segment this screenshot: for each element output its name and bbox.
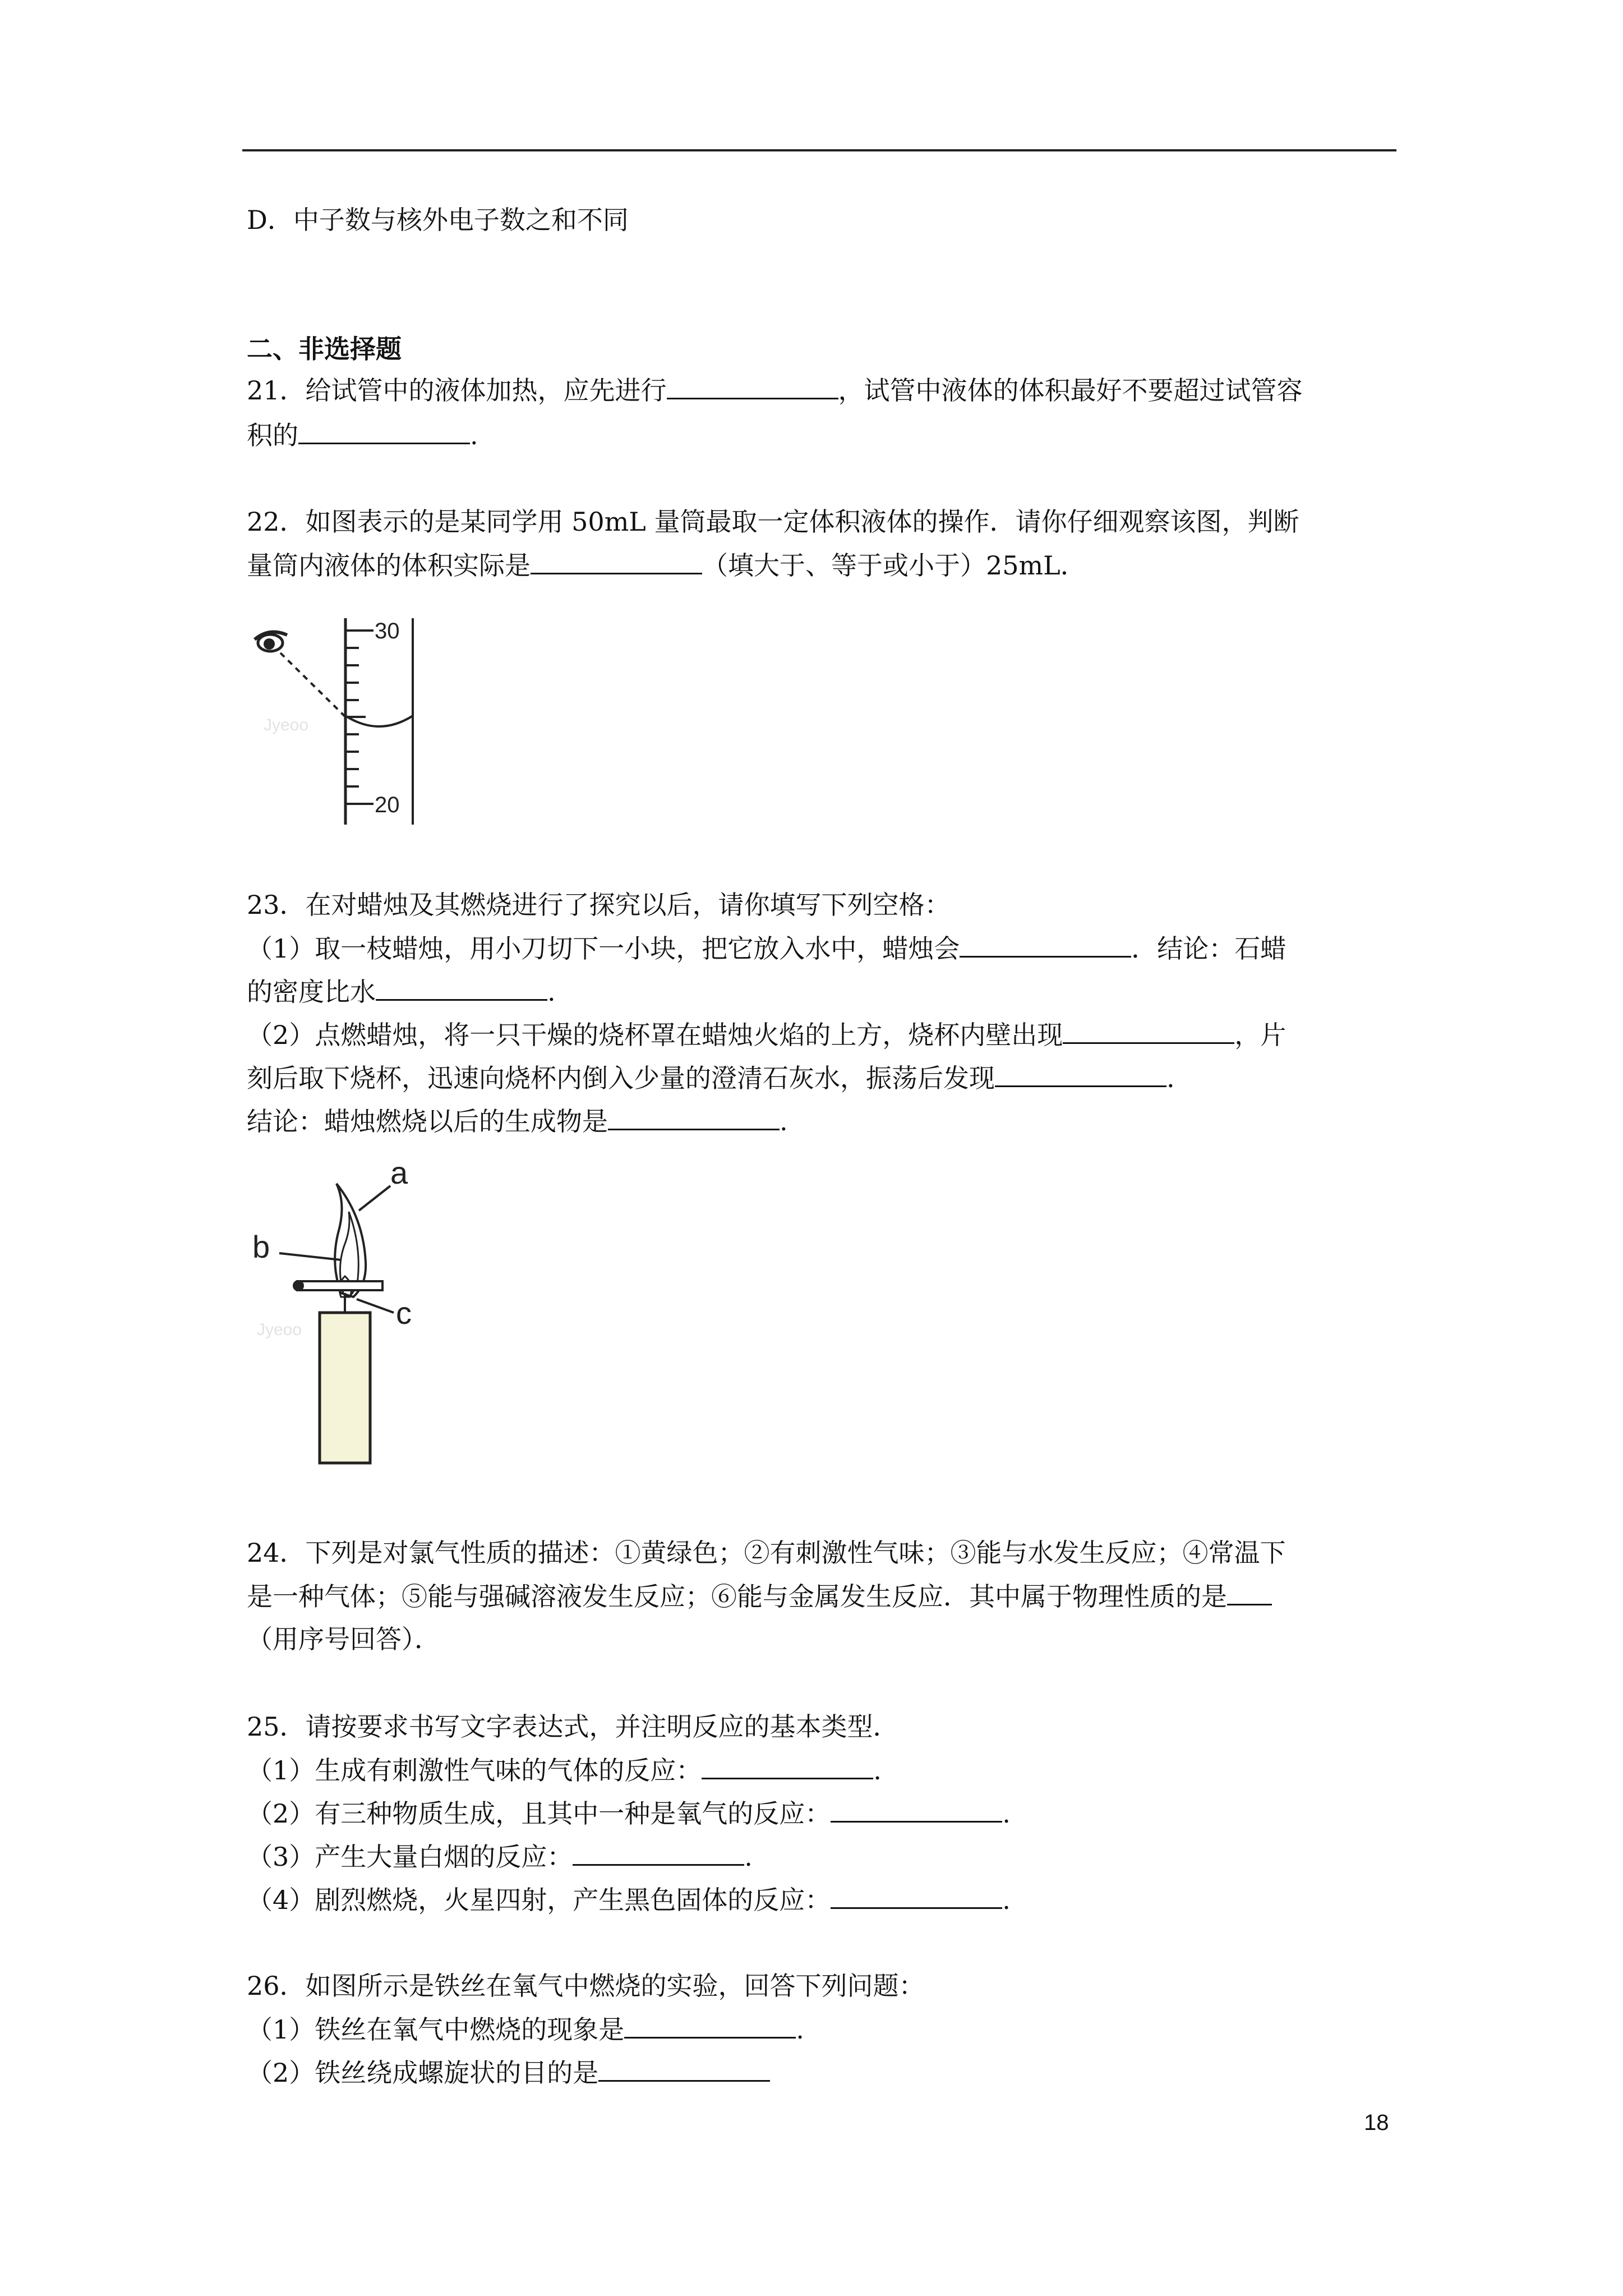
q23-conclusion	[247, 1104, 788, 1138]
q22-text-2: （填大于、等于或小于）25mL．	[702, 550, 1086, 581]
q21-end: .	[470, 420, 478, 450]
pointer-c	[357, 1299, 394, 1313]
q25-item3	[247, 1839, 753, 1874]
candle-body	[320, 1313, 370, 1463]
watermark: Jyeoo	[264, 716, 309, 734]
q26-end-1: .	[796, 2014, 804, 2045]
q23-end-1: .	[547, 977, 556, 1007]
q23-end-2: .	[1166, 1063, 1175, 1093]
q21-line2	[247, 418, 478, 452]
q25-item4	[247, 1883, 1011, 1917]
section-title: 二、非选择题	[247, 334, 402, 364]
q23-line1: 23．在对蜡烛及其燃烧进行了探究以后，请你填写下列空格：	[247, 890, 951, 920]
option-d: D．中子数与核外电子数之和不同	[247, 205, 629, 235]
q21-line1	[247, 373, 1303, 407]
q23-blank-5[interactable]	[608, 1104, 780, 1130]
tick-label-bottom: 20	[375, 793, 400, 817]
q24-line2	[247, 1579, 1272, 1613]
q24-line1: 24．下列是对氯气性质的描述：①黄绿色；②有刺激性气味；③能与水发生反应；④常温下	[247, 1538, 1286, 1568]
q23-text-6: 刻后取下烧杯，迅速向烧杯内倒入少量的澄清石灰水，振荡后发现	[247, 1063, 995, 1093]
q23-text-4: （2）点燃蜡烛，将一只干燥的烧杯罩在蜡烛火焰的上方，烧杯内壁出现	[247, 1020, 1063, 1050]
q23-text-1: （1）取一枝蜡烛，用小刀切下一小块，把它放入水中，蜡烛会	[247, 933, 960, 964]
graduated-cylinder-figure	[247, 611, 437, 836]
watermark: Jyeoo	[257, 1320, 302, 1339]
matchstick	[297, 1281, 382, 1290]
q22-text-1: 量筒内液体的体积实际是	[247, 550, 531, 581]
q22-line1: 22．如图表示的是某同学用 50mL 量筒最取一定体积液体的操作．请你仔细观察该图，判断	[247, 507, 1299, 537]
q24-line3: （用序号回答）．	[247, 1624, 440, 1654]
q24-blank[interactable]	[1227, 1579, 1272, 1605]
label-c: c	[396, 1295, 412, 1331]
q26-blank-2[interactable]	[598, 2055, 770, 2082]
q25-blank-1[interactable]	[702, 1753, 873, 1779]
q21-text-1: 21．给试管中的液体加热，应先进行	[247, 375, 667, 406]
q26-text-1: （1）铁丝在氧气中燃烧的现象是	[247, 2014, 625, 2045]
q25-blank-2[interactable]	[831, 1796, 1002, 1823]
page-number: 18	[1364, 2110, 1389, 2135]
flame-outer	[335, 1184, 366, 1297]
q23-text-7: 结论：蜡烛燃烧以后的生成物是	[247, 1106, 608, 1137]
q25-end-2: .	[1002, 1798, 1011, 1829]
q26-line1: 26．如图所示是铁丝在氧气中燃烧的实验，回答下列问题：	[247, 1971, 925, 2001]
q23-text-3: 的密度比水	[247, 977, 376, 1007]
q23-end-3: .	[780, 1106, 788, 1137]
q22-blank[interactable]	[531, 548, 702, 574]
q23-blank-3[interactable]	[1063, 1018, 1234, 1044]
q23-text-5: ，片	[1234, 1020, 1287, 1050]
q25-text-4: （4）剧烈燃烧，火星四射，产生黑色固体的反应：	[247, 1885, 831, 1915]
q26-item1	[247, 2012, 804, 2046]
q23-text-2: ．结论：石蜡	[1131, 933, 1287, 964]
eye-icon	[255, 632, 287, 651]
q24-text-1: 是一种气体；⑤能与强碱溶液发生反应；⑥能与金属发生反应．其中属于物理性质的是	[247, 1581, 1227, 1612]
q25-item1	[247, 1753, 882, 1787]
q21-blank-2[interactable]	[298, 418, 470, 444]
header-rule	[242, 149, 1396, 151]
q26-item2	[247, 2055, 770, 2090]
q26-text-2: （2）铁丝绕成螺旋状的目的是	[247, 2058, 599, 2088]
q25-text-2: （2）有三种物质生成，且其中一种是氧气的反应：	[247, 1798, 831, 1829]
label-b: b	[252, 1229, 270, 1264]
q23-p2-line1	[247, 1018, 1286, 1052]
pointer-b	[279, 1253, 341, 1260]
sight-line	[280, 653, 345, 717]
q25-end-1: .	[873, 1755, 882, 1786]
q25-blank-4[interactable]	[831, 1883, 1002, 1909]
q23-blank-4[interactable]	[995, 1061, 1166, 1087]
q23-p1-line1	[247, 931, 1286, 965]
q25-end-4: .	[1002, 1885, 1011, 1915]
q23-p2-line2	[247, 1061, 1175, 1095]
q23-blank-2[interactable]	[376, 974, 547, 1001]
matchstick-head	[293, 1280, 304, 1291]
q21-blank-1[interactable]	[667, 373, 838, 399]
pointer-a	[359, 1186, 390, 1211]
q25-text-1: （1）生成有刺激性气味的气体的反应：	[247, 1755, 702, 1786]
q25-text-3: （3）产生大量白烟的反应：	[247, 1842, 573, 1872]
q25-end-3: .	[744, 1842, 753, 1872]
q25-blank-3[interactable]	[573, 1839, 744, 1866]
q22-line2	[247, 548, 1086, 582]
q25-item2	[247, 1796, 1011, 1830]
label-a: a	[390, 1155, 408, 1190]
q26-blank-1[interactable]	[624, 2012, 796, 2039]
q25-line1: 25．请按要求书写文字表达式，并注明反应的基本类型．	[247, 1711, 899, 1742]
q23-blank-1[interactable]	[960, 931, 1131, 958]
tick-label-top: 30	[375, 619, 400, 643]
q23-p1-line2	[247, 974, 556, 1009]
q21-text-2: ，试管中液体的体积最好不要超过试管容	[838, 375, 1303, 406]
candle-flame-figure	[247, 1150, 449, 1475]
q21-text-3: 积的	[247, 420, 298, 450]
